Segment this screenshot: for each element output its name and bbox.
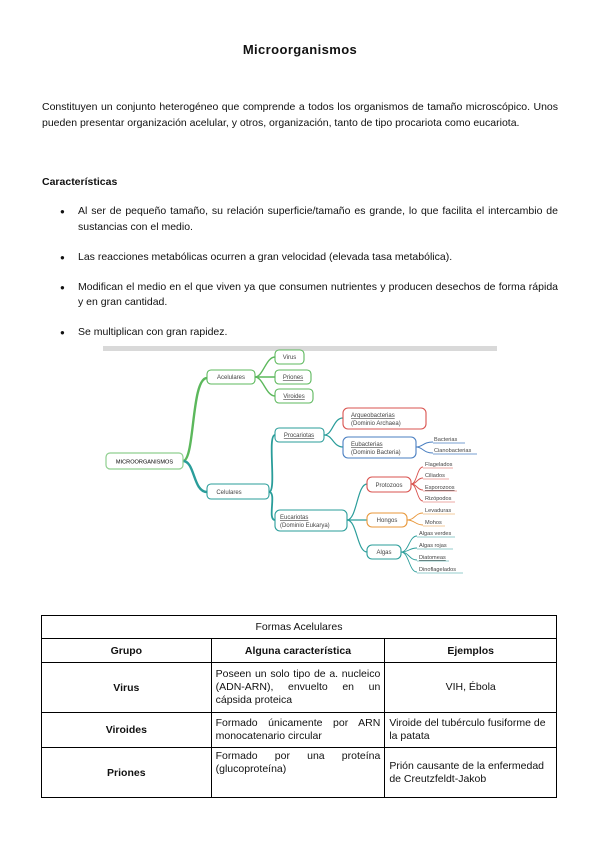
- table-row: [42, 663, 557, 713]
- mindmap-diagram: [103, 346, 497, 580]
- mindmap-label-arqueo-1: Arqueobacterias: [351, 413, 395, 419]
- mindmap-label-acelulares: Acelulares: [216, 375, 246, 381]
- mindmap-leaf-ciliados: Ciliados: [425, 473, 445, 479]
- table-caption: Formas Acelulares: [42, 616, 557, 639]
- intro-paragraph: Constituyen un conjunto heterogéneo que comprende a todos los organismos de tamaño microscópico. Unos pueden presentar organización acelular, y otros, organización, tanto de tipo procariota como eucariota.: [42, 101, 558, 129]
- mindmap-leaf-esporozoos: Esporozoos: [425, 485, 455, 491]
- mindmap-label-arqueo-2: (Dominio Archaea): [351, 421, 401, 427]
- mindmap-leaf-dinoflagelados: Dinoflagelados: [419, 567, 457, 573]
- mindmap-leaf-diatomeas: Diatomeas: [419, 555, 446, 561]
- mindmap-label-protozoos: Protozoos: [375, 483, 403, 489]
- table-header-examples: Ejemplos: [385, 639, 557, 663]
- section-title: Características: [42, 176, 118, 188]
- mindmap-label-priones: Priones: [282, 375, 304, 381]
- mindmap-leaf-mohos: Mohos: [425, 520, 442, 526]
- mindmap-leaf-rizopodos: Rizópodos: [425, 496, 452, 502]
- table-header-group: Grupo: [42, 639, 212, 663]
- mindmap-label-eubact-1: Eubacterias: [351, 442, 383, 448]
- mindmap-leaf-algas-verdes: Algas verdes: [419, 531, 452, 537]
- mindmap-label-eubact-2: (Dominio Bacteria): [351, 450, 401, 456]
- table-cell-examples: Viroide del tubérculo fusiforme de la patata: [385, 713, 557, 748]
- table-header-feature: Alguna característica: [211, 639, 385, 663]
- table-cell-feature: Poseen un solo tipo de a. nucleico (ADN-ARN), envuelto en un cápsida proteica: [211, 663, 385, 713]
- acellular-forms-table: [41, 615, 557, 798]
- mindmap-leaf-levaduras: Levaduras: [425, 508, 452, 514]
- table-cell-group: Priones: [42, 748, 212, 798]
- mindmap-label-hongos: Hongos: [376, 518, 398, 524]
- list-item: ● Modifican el medio en el que viven ya que consumen nutrientes y producen desechos de forma rápida y en gran cantidad.: [42, 280, 558, 311]
- table-cell-feature: Formado únicamente por ARN monocatenario circular: [211, 713, 385, 748]
- mindmap-leaf-cianobacterias: Cianobacterias: [434, 448, 472, 454]
- table-cell-group: Viroides: [42, 713, 212, 748]
- table-row: [42, 713, 557, 748]
- mindmap-label-viroides: Viroides: [283, 394, 305, 400]
- list-item: ● Al ser de pequeño tamaño, su relación superficie/tamaño es grande, lo que facilita el intercambio de sustancias con el medio.: [42, 204, 558, 235]
- mindmap-label-eucariotas-2: (Dominio Eukarya): [280, 523, 330, 529]
- mindmap-leaf-bacterias: Bacterias: [434, 437, 458, 443]
- list-item: ● Se multiplican con gran rapidez.: [42, 325, 558, 341]
- mindmap-root-label: MICROORGANISMOS: [115, 459, 174, 466]
- mindmap-label-algas: Algas: [376, 550, 392, 556]
- list-item: ● Las reacciones metabólicas ocurren a gran velocidad (elevada tasa metabólica).: [42, 250, 558, 266]
- mindmap-label-eucariotas-1: Eucariotas: [280, 515, 309, 521]
- table-cell-feature: Formado por una proteína (glucoproteína): [211, 748, 385, 798]
- table-row: [42, 748, 557, 798]
- table-cell-examples: VIH, Ébola: [385, 663, 557, 713]
- mindmap-label-procariotas: Procariotas: [283, 433, 315, 439]
- page-title: Microorganismos: [242, 42, 358, 57]
- characteristics-list: [42, 204, 558, 355]
- table-cell-examples: Prión causante de la enfermedad de Creutzfeldt-Jakob: [385, 748, 557, 798]
- mindmap-label-celulares: Celulares: [216, 490, 242, 496]
- mindmap-leaf-flagelados: Flagelados: [425, 462, 453, 468]
- mindmap-leaf-algas-rojas: Algas rojas: [419, 543, 447, 549]
- table-cell-group: Virus: [42, 663, 212, 713]
- mindmap-label-virus: Virus: [282, 355, 297, 361]
